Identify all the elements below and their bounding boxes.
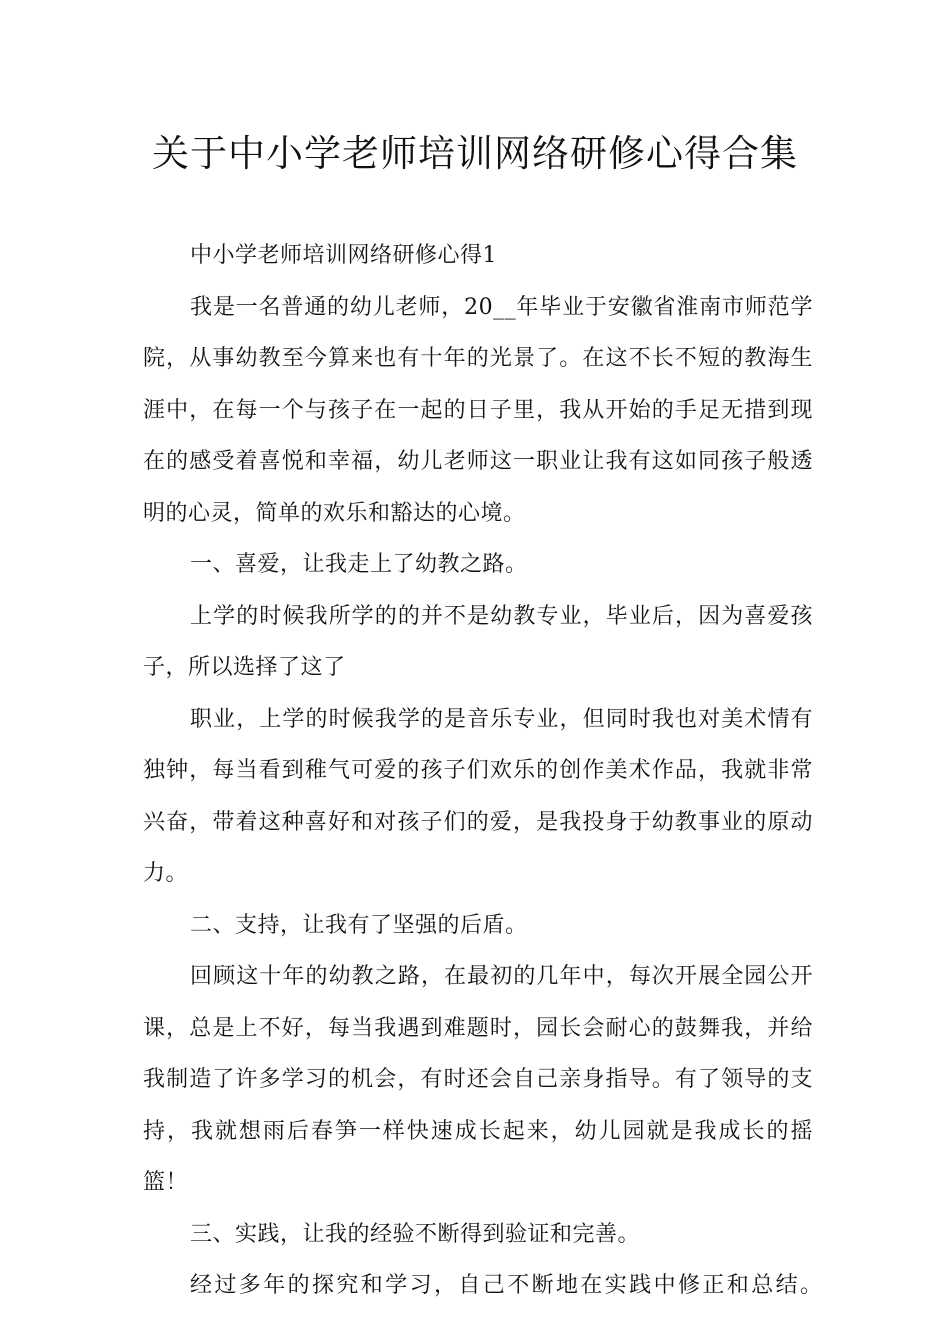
section-heading: 三、实践，让我的经验不断得到验证和完善。 [190,1221,641,1247]
paragraph: 我是一名普通的幼儿老师，20__年毕业于安徽省淮南市师范学院，从事幼教至今算来也有十年的光景了。在这不长不短的教海生涯中，在每一个与孩子在一起的日子里，我从开始的手足无措到现在的感受着喜悦和幸福，幼儿老师这一职业让我有这如同孩子般透明的心灵，简单的欢乐和豁达的心境。 [143,294,813,526]
paragraph: 回顾这十年的幼教之路，在最初的几年中，每次开展全园公开课，总是上不好，每当我遇到难题时，园长会耐心的鼓舞我，并给我制造了许多学习的机会，有时还会自己亲身指导。有了领导的支持，我就想雨后春笋一样快速成长起来，幼儿园就是我成长的摇篮！ [143,964,813,1195]
paragraph: 经过多年的探究和学习，自己不断地在实践中修正和总结。 [190,1273,825,1298]
document-title: 关于中小学老师培训网络研修心得合集 [152,132,798,175]
document-body [143,230,825,1312]
paragraph: 上学的时候我所学的的并不是幼教专业，毕业后，因为喜爱孩子，所以选择了这了 [143,603,813,680]
section-heading: 二、支持，让我有了坚强的后盾。 [190,912,528,938]
paragraph: 职业，上学的时候我学的是音乐专业，但同时我也对美术情有独钟，每当看到稚气可爱的孩子们欢乐的创作美术作品，我就非常兴奋，带着这种喜好和对孩子们的爱，是我投身于幼教事业的原动力。 [143,706,813,886]
section-heading: 中小学老师培训网络研修心得1 [190,243,497,268]
section-heading: 一、喜爱，让我走上了幼教之路。 [190,552,528,577]
